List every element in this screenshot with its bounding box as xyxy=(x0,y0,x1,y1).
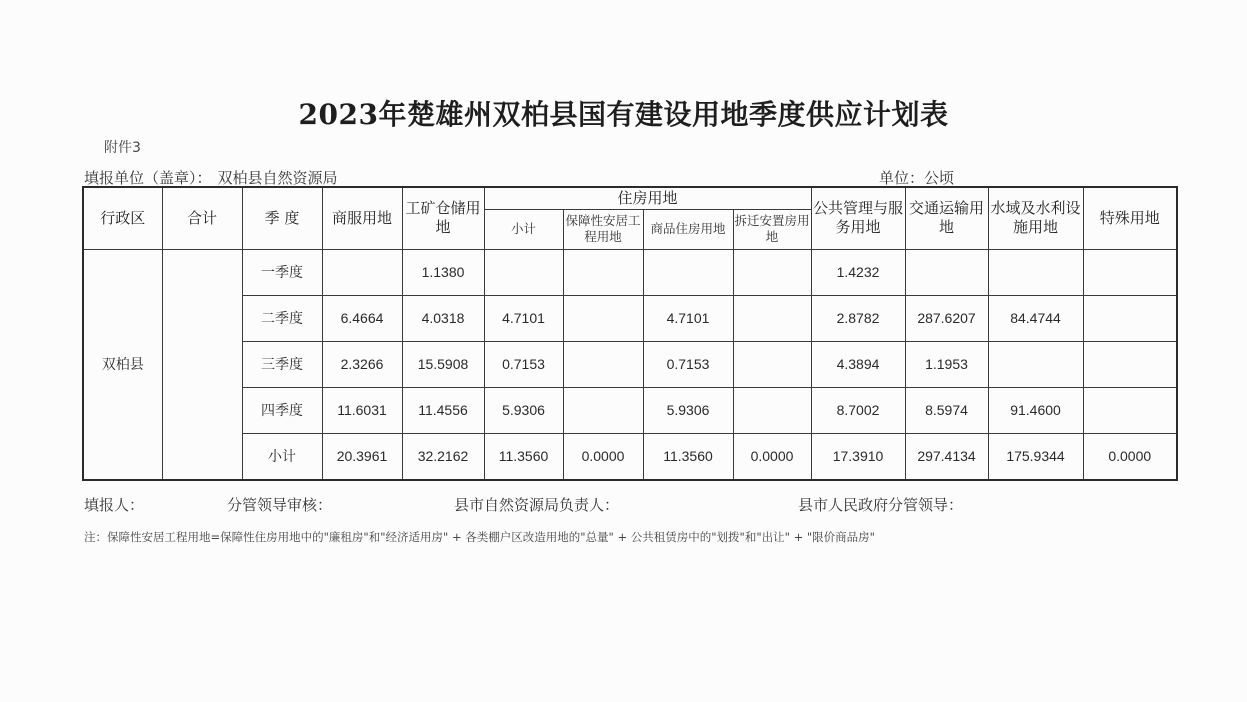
header-res-affordable: 保障性安居工程用地 xyxy=(563,209,643,249)
header-water: 水域及水利设施用地 xyxy=(988,187,1083,249)
header-res-commodity: 商品住房用地 xyxy=(643,209,733,249)
header-res-subtotal: 小计 xyxy=(484,209,563,249)
public-cell: 8.7002 xyxy=(811,387,905,433)
header-district: 行政区 xyxy=(83,187,162,249)
total-cell xyxy=(162,249,242,480)
res-relocation-cell xyxy=(733,295,811,341)
water-cell: 91.4600 xyxy=(988,387,1083,433)
footnote: 注：保障性安居工程用地=保障性住房用地中的"廉租房"和"经济适用房" + 各类棚户区改造用地的"总量" + 公共租赁房中的"划拨"和"出让" + "限价商品房" xyxy=(84,530,875,544)
land-supply-table xyxy=(82,186,1178,481)
quarter-cell: 一季度 xyxy=(242,249,322,295)
special-cell xyxy=(1083,387,1177,433)
res-affordable-cell xyxy=(563,249,643,295)
table-row xyxy=(83,249,1177,295)
industrial-cell: 4.0318 xyxy=(402,295,484,341)
header-transport: 交通运输用地 xyxy=(905,187,988,249)
commercial-cell: 11.6031 xyxy=(322,387,402,433)
res-subtotal-cell: 11.3560 xyxy=(484,433,563,480)
quarter-cell: 二季度 xyxy=(242,295,322,341)
industrial-cell: 1.1380 xyxy=(402,249,484,295)
document-title: 2023年楚雄州双柏县国有建设用地季度供应计划表 xyxy=(298,98,949,131)
quarter-cell: 四季度 xyxy=(242,387,322,433)
fill-unit-label: 填报单位（盖章）： xyxy=(84,169,212,187)
reviewer-signature: 分管领导审核： xyxy=(227,496,333,514)
special-cell xyxy=(1083,249,1177,295)
header-residential: 住房用地 xyxy=(484,187,811,209)
reporter-signature: 填报人： xyxy=(84,496,145,514)
table-row xyxy=(83,341,1177,387)
district-cell: 双柏县 xyxy=(83,249,162,480)
water-cell xyxy=(988,249,1083,295)
transport-cell: 8.5974 xyxy=(905,387,988,433)
commercial-cell: 20.3961 xyxy=(322,433,402,480)
header-quarter: 季 度 xyxy=(242,187,322,249)
res-commodity-cell: 0.7153 xyxy=(643,341,733,387)
bureau-head-signature: 县市自然资源局负责人： xyxy=(454,496,620,514)
res-commodity-cell: 11.3560 xyxy=(643,433,733,480)
header-commercial: 商服用地 xyxy=(322,187,402,249)
public-cell: 4.3894 xyxy=(811,341,905,387)
quarter-cell: 小计 xyxy=(242,433,322,480)
res-relocation-cell xyxy=(733,387,811,433)
header-industrial: 工矿仓储用地 xyxy=(402,187,484,249)
res-commodity-cell xyxy=(643,249,733,295)
transport-cell: 1.1953 xyxy=(905,341,988,387)
res-relocation-cell xyxy=(733,341,811,387)
res-affordable-cell xyxy=(563,341,643,387)
header-total: 合计 xyxy=(162,187,242,249)
res-relocation-cell: 0.0000 xyxy=(733,433,811,480)
table-row xyxy=(83,387,1177,433)
public-cell: 1.4232 xyxy=(811,249,905,295)
fill-unit-value: 双柏县自然资源局 xyxy=(217,169,338,187)
unit-label: 单位：公顷 xyxy=(879,169,955,187)
res-subtotal-cell: 4.7101 xyxy=(484,295,563,341)
transport-cell: 287.6207 xyxy=(905,295,988,341)
special-cell xyxy=(1083,341,1177,387)
special-cell: 0.0000 xyxy=(1083,433,1177,480)
industrial-cell: 32.2162 xyxy=(402,433,484,480)
res-affordable-cell xyxy=(563,295,643,341)
table-row xyxy=(83,295,1177,341)
header-special: 特殊用地 xyxy=(1083,187,1177,249)
gov-leader-signature: 县市人民政府分管领导： xyxy=(798,496,964,514)
res-subtotal-cell xyxy=(484,249,563,295)
commercial-cell: 2.3266 xyxy=(322,341,402,387)
res-commodity-cell: 4.7101 xyxy=(643,295,733,341)
res-relocation-cell xyxy=(733,249,811,295)
commercial-cell xyxy=(322,249,402,295)
res-affordable-cell: 0.0000 xyxy=(563,433,643,480)
industrial-cell: 11.4556 xyxy=(402,387,484,433)
water-cell xyxy=(988,341,1083,387)
res-subtotal-cell: 5.9306 xyxy=(484,387,563,433)
attachment-label: 附件3 xyxy=(104,140,141,156)
special-cell xyxy=(1083,295,1177,341)
transport-cell xyxy=(905,249,988,295)
table-row-subtotal xyxy=(83,433,1177,480)
res-affordable-cell xyxy=(563,387,643,433)
res-commodity-cell: 5.9306 xyxy=(643,387,733,433)
public-cell: 17.3910 xyxy=(811,433,905,480)
fill-unit-line xyxy=(84,167,338,188)
water-cell: 84.4744 xyxy=(988,295,1083,341)
header-res-relocation: 拆迁安置房用地 xyxy=(733,209,811,249)
header-public: 公共管理与服务用地 xyxy=(811,187,905,249)
industrial-cell: 15.5908 xyxy=(402,341,484,387)
res-subtotal-cell: 0.7153 xyxy=(484,341,563,387)
water-cell: 175.9344 xyxy=(988,433,1083,480)
commercial-cell: 6.4664 xyxy=(322,295,402,341)
public-cell: 2.8782 xyxy=(811,295,905,341)
transport-cell: 297.4134 xyxy=(905,433,988,480)
quarter-cell: 三季度 xyxy=(242,341,322,387)
